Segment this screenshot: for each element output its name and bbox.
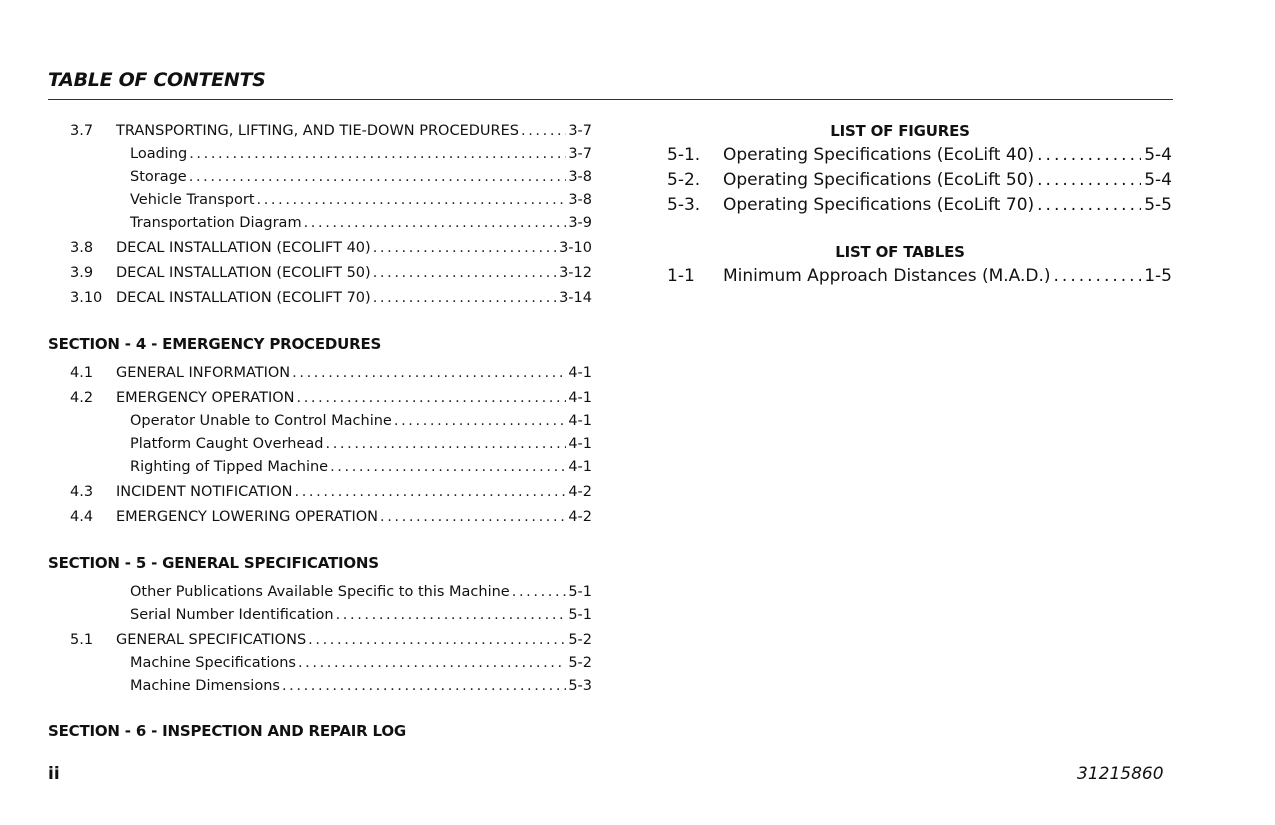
- toc-entry-label: TRANSPORTING, LIFTING, AND TIE-DOWN PROCEDURES: [116, 123, 519, 139]
- list-of-figures-heading: LIST OF FIGURES: [830, 122, 970, 140]
- toc-entry[interactable]: [130, 146, 592, 162]
- toc-entry-page: 3-7: [568, 146, 592, 162]
- toc-entry[interactable]: [70, 265, 592, 281]
- dot-leader: [189, 169, 567, 185]
- figure-number: 5-3.: [667, 195, 701, 215]
- figure-entry[interactable]: [667, 170, 1172, 190]
- toc-entry-page: 4-1: [568, 413, 592, 429]
- toc-entry[interactable]: [70, 365, 592, 381]
- dot-leader: [373, 290, 557, 306]
- toc-entry-page: 3-12: [559, 265, 592, 281]
- toc-entry-number: 4.1: [70, 365, 94, 381]
- toc-entry-label: DECAL INSTALLATION (ECOLIFT 70): [116, 290, 371, 306]
- toc-entry-label: GENERAL INFORMATION: [116, 365, 291, 381]
- table-label: Minimum Approach Distances (M.A.D.): [723, 266, 1051, 286]
- dot-leader: [257, 192, 567, 208]
- dot-leader: [512, 584, 567, 600]
- section-4-heading[interactable]: SECTION - 4 - EMERGENCY PROCEDURES: [48, 335, 382, 353]
- figure-number: 5-2.: [667, 170, 701, 190]
- toc-entry-label: EMERGENCY LOWERING OPERATION: [116, 509, 378, 525]
- toc-entry[interactable]: [130, 584, 592, 600]
- toc-entry[interactable]: [130, 192, 592, 208]
- toc-entry[interactable]: [70, 290, 592, 306]
- dot-leader: [308, 632, 566, 648]
- toc-entry[interactable]: [70, 484, 592, 500]
- toc-entry-number: 4.3: [70, 484, 94, 500]
- figure-entry[interactable]: [667, 145, 1172, 165]
- toc-entry[interactable]: [70, 123, 592, 139]
- dot-leader: [325, 436, 566, 452]
- toc-entry-page: 3-14: [559, 290, 592, 306]
- toc-entry-label: EMERGENCY OPERATION: [116, 390, 295, 406]
- toc-entry-page: 4-1: [568, 365, 592, 381]
- dot-leader: [1054, 266, 1142, 286]
- toc-entry[interactable]: [130, 607, 592, 623]
- toc-entry-label: Platform Caught Overhead: [130, 436, 324, 452]
- toc-entry[interactable]: [130, 169, 592, 185]
- dot-leader: [282, 678, 566, 694]
- dot-leader: [1037, 145, 1141, 165]
- page-number: ii: [48, 764, 60, 784]
- toc-entry-page: 3-8: [568, 169, 592, 185]
- dot-leader: [336, 607, 567, 623]
- toc-entry-number: 4.4: [70, 509, 94, 525]
- table-number: 1-1: [667, 266, 695, 286]
- dot-leader: [373, 265, 557, 281]
- toc-entry-number: 3.7: [70, 123, 94, 139]
- toc-entry-label: Righting of Tipped Machine: [130, 459, 329, 475]
- toc-entry-number: 5.1: [70, 632, 94, 648]
- dot-leader: [189, 146, 566, 162]
- dot-leader: [330, 459, 566, 475]
- document-number: 31215860: [1077, 764, 1164, 784]
- section-6-heading[interactable]: SECTION - 6 - INSPECTION AND REPAIR LOG: [48, 722, 406, 740]
- toc-entry-page: 4-1: [568, 390, 592, 406]
- figure-entry[interactable]: [667, 195, 1172, 215]
- figure-page: 5-4: [1144, 145, 1172, 165]
- dot-leader: [394, 413, 566, 429]
- toc-entry-page: 4-1: [568, 459, 592, 475]
- dot-leader: [298, 655, 566, 671]
- toc-entry-page: 3-10: [559, 240, 592, 256]
- figure-label: Operating Specifications (EcoLift 70): [723, 195, 1035, 215]
- toc-entry[interactable]: [70, 240, 592, 256]
- toc-entry-label: DECAL INSTALLATION (ECOLIFT 50): [116, 265, 371, 281]
- toc-entry[interactable]: [130, 215, 592, 231]
- figure-number: 5-1.: [667, 145, 701, 165]
- toc-entry-number: 4.2: [70, 390, 94, 406]
- dot-leader: [380, 509, 566, 525]
- dot-leader: [296, 390, 566, 406]
- toc-entry-label: INCIDENT NOTIFICATION: [116, 484, 293, 500]
- figure-page: 5-5: [1144, 195, 1172, 215]
- toc-entry-page: 5-3: [568, 678, 592, 694]
- toc-entry[interactable]: [70, 509, 592, 525]
- list-of-tables-heading: LIST OF TABLES: [835, 243, 965, 261]
- toc-entry-label: Storage: [130, 169, 187, 185]
- toc-entry[interactable]: [130, 678, 592, 694]
- dot-leader: [373, 240, 557, 256]
- dot-leader: [304, 215, 567, 231]
- toc-entry-page: 5-2: [568, 632, 592, 648]
- figure-label: Operating Specifications (EcoLift 50): [723, 170, 1035, 190]
- toc-entry-label: Vehicle Transport: [130, 192, 255, 208]
- toc-entry-label: GENERAL SPECIFICATIONS: [116, 632, 307, 648]
- toc-entry-page: 3-9: [568, 215, 592, 231]
- dot-leader: [521, 123, 566, 139]
- table-page: 1-5: [1144, 266, 1172, 286]
- toc-entry-page: 3-7: [568, 123, 592, 139]
- toc-entry-label: Operator Unable to Control Machine: [130, 413, 392, 429]
- dot-leader: [295, 484, 567, 500]
- toc-entry-label: Machine Specifications: [130, 655, 296, 671]
- toc-entry[interactable]: [70, 632, 592, 648]
- toc-entry-label: Other Publications Available Specific to this Machine: [130, 584, 510, 600]
- toc-entry[interactable]: [130, 436, 592, 452]
- header-rule: [48, 99, 1173, 100]
- toc-entry-page: 4-2: [568, 484, 592, 500]
- dot-leader: [1037, 170, 1141, 190]
- toc-entry[interactable]: [70, 390, 592, 406]
- figure-label: Operating Specifications (EcoLift 40): [723, 145, 1035, 165]
- dot-leader: [1037, 195, 1141, 215]
- toc-entry[interactable]: [130, 413, 592, 429]
- toc-entry-label: Loading: [130, 146, 188, 162]
- toc-entry-page: 4-2: [568, 509, 592, 525]
- toc-entry-number: 3.9: [70, 265, 94, 281]
- dot-leader: [292, 365, 566, 381]
- toc-entry-page: 4-1: [568, 436, 592, 452]
- toc-entry-label: Serial Number Identification: [130, 607, 334, 623]
- toc-entry-number: 3.10: [70, 290, 103, 306]
- toc-entry-number: 3.8: [70, 240, 94, 256]
- table-entry[interactable]: [667, 266, 1172, 286]
- toc-entry-label: Transportation Diagram: [130, 215, 302, 231]
- toc-entry[interactable]: [130, 655, 592, 671]
- figure-page: 5-4: [1144, 170, 1172, 190]
- toc-entry-page: 3-8: [568, 192, 592, 208]
- toc-entry-label: DECAL INSTALLATION (ECOLIFT 40): [116, 240, 371, 256]
- toc-entry-page: 5-2: [568, 655, 592, 671]
- section-5-heading[interactable]: SECTION - 5 - GENERAL SPECIFICATIONS: [48, 554, 379, 572]
- toc-entry[interactable]: [130, 459, 592, 475]
- toc-entry-label: Machine Dimensions: [130, 678, 280, 694]
- page-header-title: TABLE OF CONTENTS: [48, 69, 266, 91]
- toc-entry-page: 5-1: [568, 607, 592, 623]
- toc-entry-page: 5-1: [568, 584, 592, 600]
